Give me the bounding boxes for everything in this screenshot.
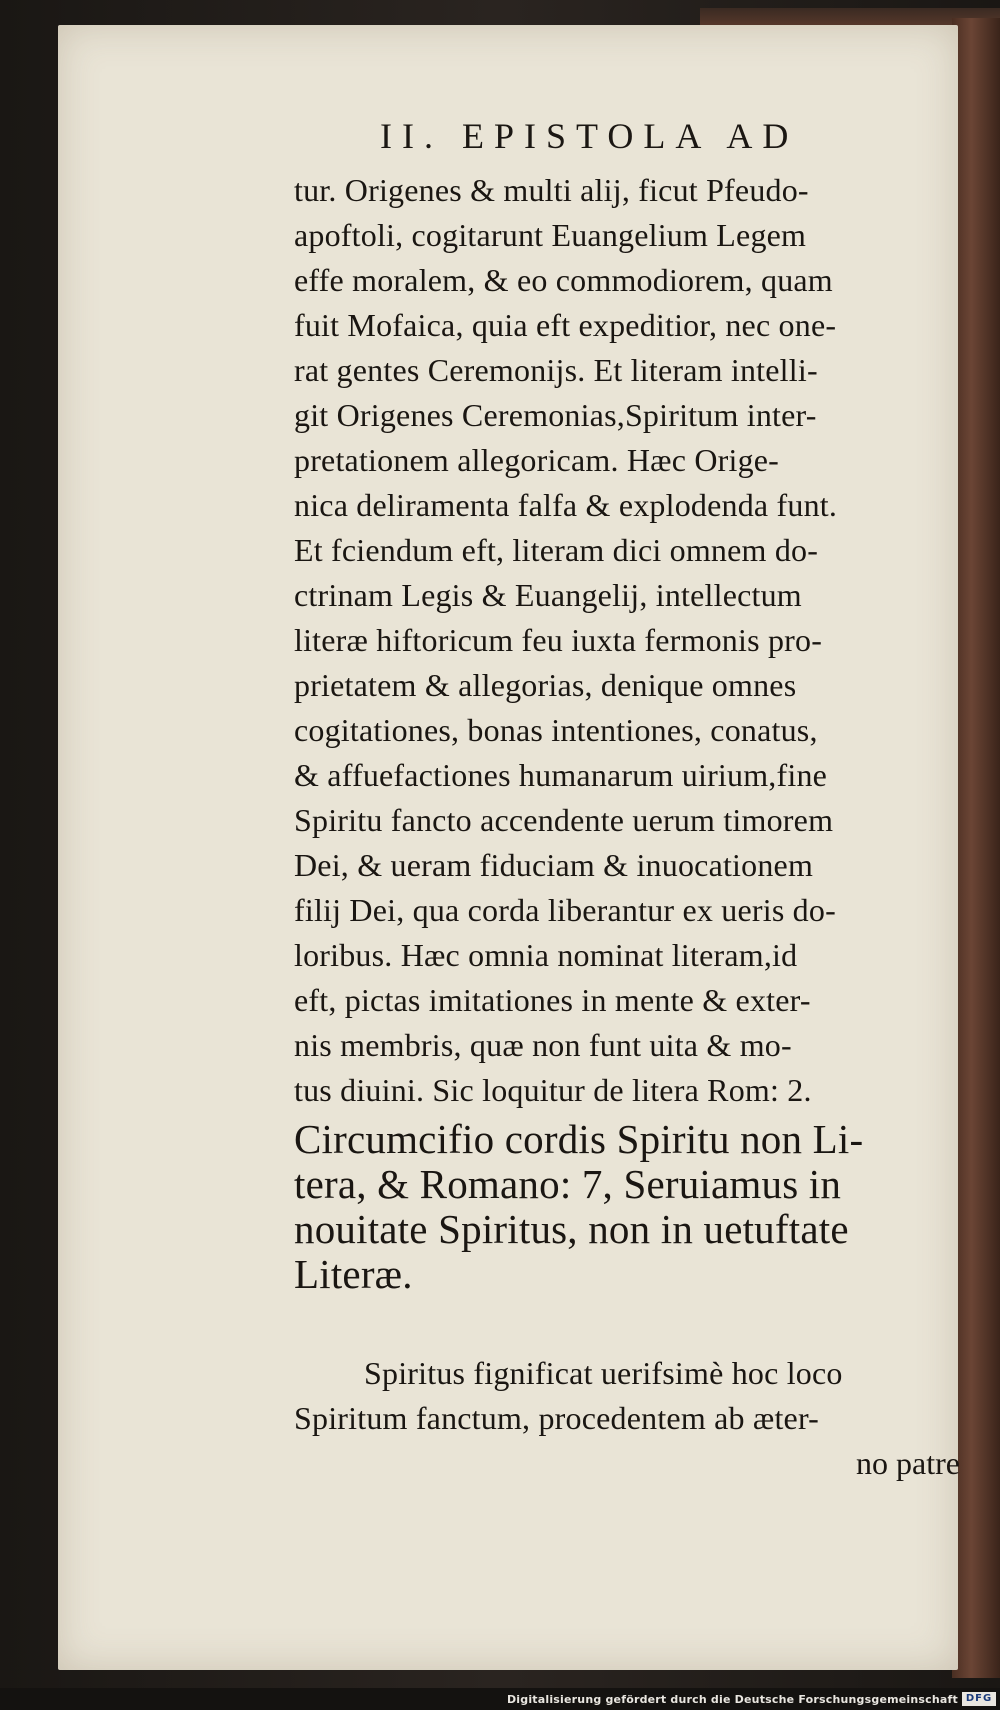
text-line: prietatem & allegorias, denique omnes bbox=[294, 667, 797, 703]
text-line: loribus. Hæc omnia nominat literam,id bbox=[294, 937, 798, 973]
text-line: tur. Origenes & multi alij, ficut Pfeudo- bbox=[294, 172, 809, 208]
dfg-logo-icon: DFG bbox=[962, 1692, 996, 1706]
quote-line: Literæ. bbox=[294, 1251, 413, 1297]
text-line: literæ hiftoricum feu iuxta fermonis pro- bbox=[294, 622, 823, 658]
text-line: tus diuini. Sic loquitur de litera Rom: 2. bbox=[294, 1072, 812, 1108]
text-line: effe moralem, & eo commodiorem, quam bbox=[294, 262, 833, 298]
text-line: cogitationes, bonas intentiones, conatus, bbox=[294, 712, 818, 748]
text-line: nica deliramenta falfa & explodenda funt. bbox=[294, 487, 838, 523]
text-line: & affuefactiones humanarum uirium,fine bbox=[294, 757, 828, 793]
quote-line: tera, & Romano: 7, Seruiamus in bbox=[294, 1161, 842, 1207]
text-line: rat gentes Ceremonijs. Et literam intelli- bbox=[294, 352, 818, 388]
text-line: ctrinam Legis & Euangelij, intellectum bbox=[294, 577, 802, 613]
running-head: II. EPISTOLA AD bbox=[380, 116, 799, 156]
paragraph-gap bbox=[294, 1293, 962, 1351]
text-line: fuit Mofaica, quia eft expeditior, nec one- bbox=[294, 307, 837, 343]
text-line: Et fciendum eft, literam dici omnem do- bbox=[294, 532, 819, 568]
catchword: no patre bbox=[856, 1445, 960, 1481]
footer-credit: Digitalisierung gefördert durch die Deutsche Forschungsgemeinschaft bbox=[506, 1693, 958, 1706]
text-line: Spiritum fanctum, procedentem ab æter- bbox=[294, 1400, 820, 1436]
text-line: Dei, & ueram fiduciam & inuocationem bbox=[294, 847, 814, 883]
text-line: Spiritu fancto accendente uerum timorem bbox=[294, 802, 834, 838]
text-line: pretationem allegoricam. Hæc Orige- bbox=[294, 442, 780, 478]
text-line: eft, pictas imitationes in mente & exter- bbox=[294, 982, 811, 1018]
text-block bbox=[294, 168, 962, 1486]
text-line: nis membris, quæ non funt uita & mo- bbox=[294, 1027, 792, 1063]
text-line: Spiritus fignificat uerifsimè hoc loco bbox=[364, 1355, 843, 1391]
text-line: apoftoli, cogitarunt Euangelium Legem bbox=[294, 217, 807, 253]
quote-line: nouitate Spiritus, non in uetuftate bbox=[294, 1206, 849, 1252]
quote-line: Circumcifio cordis Spiritu non Li- bbox=[294, 1116, 864, 1162]
text-line: git Origenes Ceremonias,Spiritum inter- bbox=[294, 397, 817, 433]
text-line: filij Dei, qua corda liberantur ex ueris do- bbox=[294, 892, 836, 928]
